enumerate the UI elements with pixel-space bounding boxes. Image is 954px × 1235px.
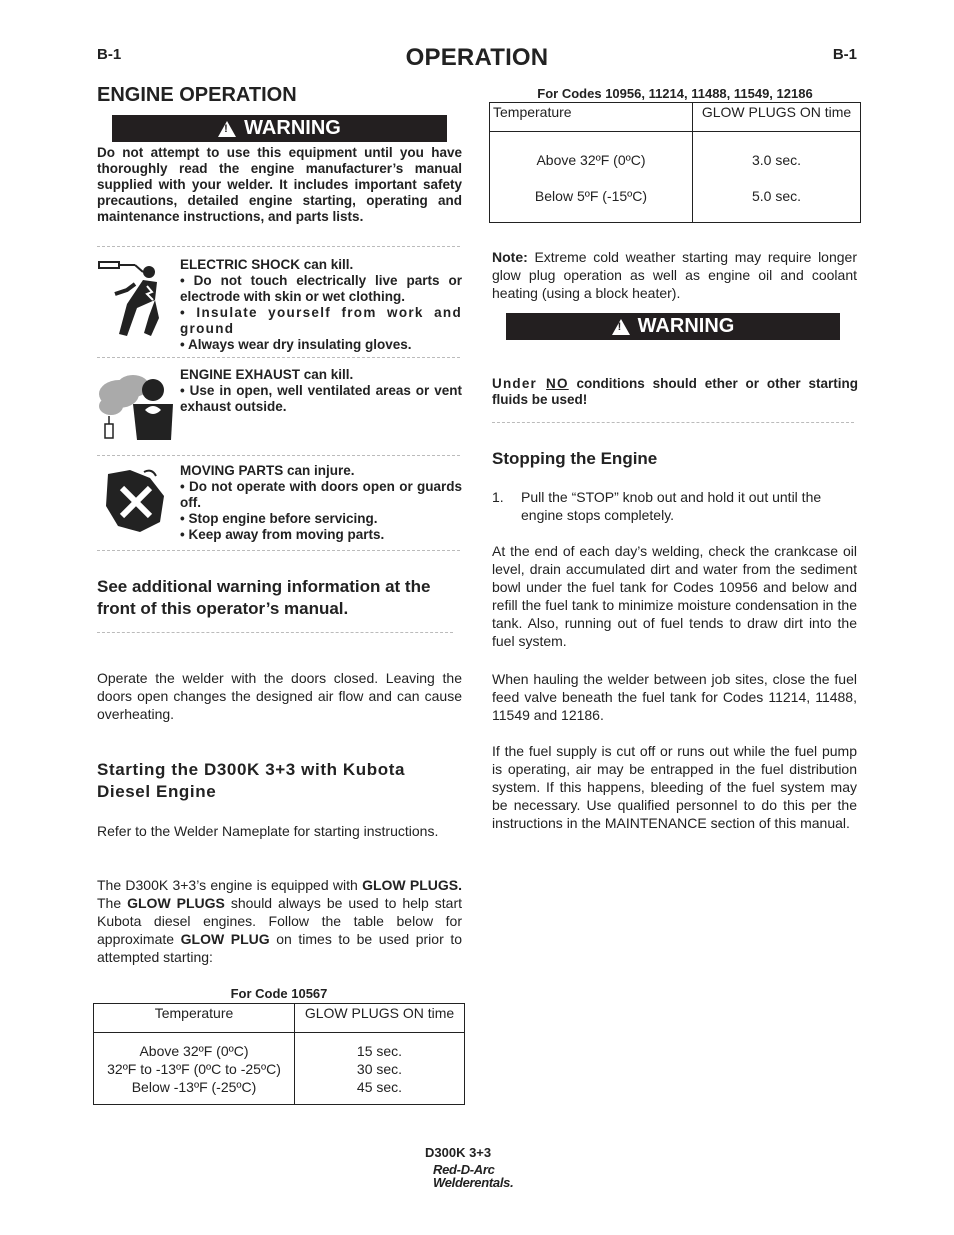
text-run-bold: GLOW PLUGS.: [362, 877, 462, 893]
hazard-line: • Keep away from moving parts.: [180, 527, 385, 542]
table-header-row: [490, 103, 861, 132]
time-value: 15 sec.: [356, 1043, 403, 1059]
text-run: should always be used to help start Kubota diesel engines. Follow the table below for approximate: [97, 895, 463, 947]
divider: [97, 246, 460, 247]
text-run: The D300K 3+3’s engine is equipped with: [97, 877, 363, 893]
ether-warning-text: [492, 376, 858, 408]
logo-line: Welderentals.: [433, 1175, 514, 1190]
hazard-engine-exhaust: [180, 367, 462, 415]
step-text: Pull the “STOP” knob out and hold it out until the engine stops completely.: [521, 489, 822, 523]
step-number: 1.: [492, 489, 504, 505]
hazard-line: • Always wear dry insulating gloves.: [180, 337, 412, 352]
engine-exhaust-icon: [97, 372, 175, 442]
hazard-line: • Do not operate with doors open or guards off.: [180, 479, 462, 510]
end-of-day-paragraph: At the end of each day’s welding, check the crankcase oil level, drain accumulated dirt and water from the sediment bowl under the fuel tank for Codes 10956 and below and refill the fuel tank to minimize moisture condensation in the tank. Also, running out of fuel tends to draw dirt into the fuel system.: [492, 543, 857, 649]
divider: [492, 422, 854, 423]
table-row: [490, 132, 861, 223]
warning-label: WARNING: [244, 117, 341, 139]
time-cell: [693, 132, 861, 223]
text-run-underlined: NO: [546, 376, 569, 391]
warning-banner-2: [506, 313, 840, 340]
hazard-line: • Insulate yourself from work and ground: [180, 305, 462, 336]
hazard-title: ELECTRIC SHOCK can kill.: [180, 257, 354, 272]
text-run: The: [97, 895, 128, 911]
time-value: 3.0 sec.: [751, 152, 802, 168]
temp-value: Below 5ºF (-15ºC): [534, 188, 648, 204]
warning-banner: [112, 115, 447, 142]
temperature-cell: [490, 132, 693, 223]
hazard-moving-parts: [180, 463, 462, 543]
logo-line: Red-D-Arc: [433, 1162, 495, 1177]
note-label: Note:: [492, 249, 528, 265]
table-caption-left: For Code 10567: [230, 986, 328, 1001]
warning-triangle-icon: !: [218, 121, 236, 137]
hazard-title: ENGINE EXHAUST can kill.: [180, 367, 354, 382]
text-run: conditions should ether or other starting fluids be used!: [492, 376, 858, 407]
note-text: Extreme cold weather starting may require longer glow plug operation as well as engine oil and coolant heating (using a block heater).: [492, 249, 857, 301]
hazard-line: • Do not touch electrically live parts or electrode with skin or wet clothing.: [180, 273, 462, 304]
text-run-bold: GLOW PLUG: [180, 931, 270, 947]
temp-value: Above 32ºF (0ºC): [139, 1043, 249, 1059]
doors-paragraph: Operate the welder with the doors closed. Leaving the doors open changes the designed air flow and can cause overheating.: [97, 670, 462, 722]
table-caption-right: For Codes 10956, 11214, 11488, 11549, 12186: [537, 86, 813, 101]
stopping-heading: Stopping the Engine: [492, 449, 658, 468]
red-d-arc-logo: [433, 1163, 513, 1189]
time-value: 45 sec.: [356, 1079, 403, 1095]
footer-model: D300K 3+3: [425, 1145, 492, 1160]
refer-paragraph: Refer to the Welder Nameplate for starting instructions.: [97, 823, 439, 839]
temp-value: Below -13ºF (-25ºC): [131, 1079, 257, 1095]
time-value: 5.0 sec.: [751, 188, 802, 204]
text-run-bold: GLOW PLUGS: [127, 895, 225, 911]
glow-plug-table-right: [489, 102, 861, 223]
moving-parts-icon: [100, 466, 172, 536]
warning-text: Do not attempt to use this equipment until you have thoroughly read the engine manufacturer’s manual supplied with your welder. It includes important safety precautions, detailed engine starting, operating and maintenance instructions, and parts lists.: [97, 145, 462, 224]
table-header-row: [94, 1004, 465, 1033]
table-header: Temperature: [490, 103, 693, 132]
text-run: on times to be used prior to attempted starting:: [97, 931, 462, 965]
page-title: OPERATION: [405, 44, 549, 71]
hazard-line: • Use in open, well ventilated areas or vent exhaust outside.: [180, 383, 462, 414]
hazard-line: • Stop engine before servicing.: [180, 511, 378, 526]
electric-shock-icon: [97, 258, 175, 338]
divider: [97, 550, 460, 551]
time-cell: [295, 1033, 465, 1105]
note-paragraph: [492, 248, 857, 302]
fuel-supply-paragraph: If the fuel supply is cut off or runs out while the fuel pump is operating, air may be entrapped in the fuel distribution system. If this happens, bleeding of the fuel system may be necessary. Use qualified personnel to do this per the instructions in the MAINTENANCE section of this manual.: [492, 743, 857, 831]
temp-value: 32ºF to -13ºF (0ºC to -25ºC): [107, 1061, 281, 1077]
divider: [97, 455, 460, 456]
time-value: 30 sec.: [356, 1061, 403, 1077]
page-code-left: B-1: [97, 46, 122, 63]
hazard-electric-shock: [180, 257, 462, 353]
hauling-paragraph: When hauling the welder between job sites, close the fuel feed valve beneath the fuel tank for Codes 11214, 11488, 11549 and 12186.: [492, 671, 857, 723]
table-header: GLOW PLUGS ON time: [693, 103, 861, 132]
divider: [97, 357, 460, 358]
table-header: Temperature: [94, 1004, 295, 1033]
table-header: GLOW PLUGS ON time: [295, 1004, 465, 1033]
section-title: ENGINE OPERATION: [97, 84, 297, 106]
see-additional-warning: [97, 576, 463, 620]
page-code-right: B-1: [832, 46, 857, 63]
text-run: Under: [492, 376, 547, 391]
table-row: [94, 1033, 465, 1105]
starting-heading: Starting the D300K 3+3 with Kubota Diesel Engine: [97, 760, 406, 801]
hazard-title: MOVING PARTS can injure.: [180, 463, 355, 478]
glow-plug-table-left: [93, 1003, 465, 1105]
warning-label: WARNING: [637, 315, 735, 337]
temp-value: Above 32ºF (0ºC): [536, 152, 646, 168]
temperature-cell: [94, 1033, 295, 1105]
glow-plugs-paragraph: [97, 876, 462, 966]
warning-triangle-icon: !: [612, 319, 630, 335]
see-additional-text: See additional warning information at the front of this operator’s manual.: [97, 577, 431, 618]
divider: [97, 632, 453, 633]
